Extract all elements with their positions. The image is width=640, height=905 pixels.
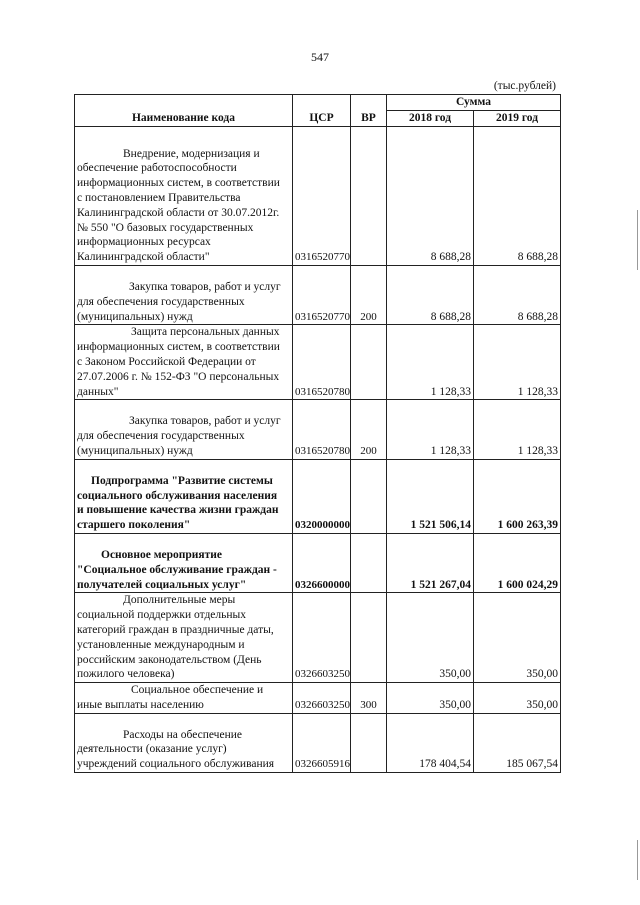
row-line: Подпрограмма "Развитие системы xyxy=(91,474,273,487)
row-2018: 350,00 xyxy=(387,593,474,683)
row-vr: 200 xyxy=(351,265,387,324)
row-csr: 0326600000 xyxy=(293,533,351,592)
row-line: с Законом Российской Федерации от xyxy=(77,355,256,368)
row-2019: 1 128,33 xyxy=(474,400,561,459)
row-name xyxy=(75,325,293,400)
row-2019: 1 600 024,29 xyxy=(474,533,561,592)
table-row xyxy=(75,325,561,400)
row-line: информационных систем, в соответствии xyxy=(77,341,280,354)
row-line: для обеспечения государственных xyxy=(77,295,245,308)
budget-table xyxy=(74,94,561,773)
row-line: № 550 "О базовых государственных xyxy=(77,221,254,234)
scan-edge-mark xyxy=(637,210,638,270)
row-2018: 1 128,33 xyxy=(387,325,474,400)
row-name xyxy=(75,400,293,459)
row-2019: 1 128,33 xyxy=(474,325,561,400)
header-vr: ВР xyxy=(351,95,387,127)
header-year-2019: 2019 год xyxy=(474,110,561,126)
table-row xyxy=(75,265,561,324)
row-vr xyxy=(351,459,387,533)
row-vr: 300 xyxy=(351,683,387,714)
header-csr: ЦСР xyxy=(293,95,351,127)
row-vr xyxy=(351,533,387,592)
table-row xyxy=(75,459,561,533)
row-2019: 8 688,28 xyxy=(474,126,561,265)
row-name xyxy=(75,126,293,265)
row-line: Калининградской области от 30.07.2012г. xyxy=(77,206,280,219)
units-label: (тыс.рублей) xyxy=(493,80,556,92)
row-line: установленные международным и xyxy=(77,638,245,651)
header-sum: Сумма xyxy=(387,95,561,111)
row-csr: 0316520780 xyxy=(293,325,351,400)
page-number: 547 xyxy=(311,50,329,64)
row-2019: 8 688,28 xyxy=(474,265,561,324)
row-line: Калининградской области" xyxy=(77,251,210,264)
row-csr: 0326603250 xyxy=(293,683,351,714)
row-line: социального обслуживания населения xyxy=(77,489,278,502)
table-row xyxy=(75,593,561,683)
row-line: Закупка товаров, работ и услуг xyxy=(129,415,281,428)
row-csr: 0316520770 xyxy=(293,265,351,324)
row-2018: 1 521 506,14 xyxy=(387,459,474,533)
row-line: Дополнительные меры xyxy=(123,594,236,607)
row-2018: 1 128,33 xyxy=(387,400,474,459)
row-2019: 350,00 xyxy=(474,593,561,683)
row-csr: 0316520770 xyxy=(293,126,351,265)
row-name xyxy=(75,459,293,533)
row-line: Социальное обеспечение и xyxy=(131,684,264,697)
row-line: информационных ресурсах xyxy=(77,236,211,249)
row-line: информационных систем, в соответствии xyxy=(77,177,280,190)
row-name xyxy=(75,533,293,592)
row-csr: 0320000000 xyxy=(293,459,351,533)
row-line: (муниципальных) нужд xyxy=(77,444,193,457)
scan-edge-mark xyxy=(637,840,638,880)
row-2019: 1 600 263,39 xyxy=(474,459,561,533)
header-row-1 xyxy=(75,95,561,111)
row-line: данных" xyxy=(77,385,119,398)
row-vr xyxy=(351,325,387,400)
row-line: пожилого человека) xyxy=(77,668,175,681)
row-vr xyxy=(351,713,387,772)
row-2018: 178 404,54 xyxy=(387,713,474,772)
row-line: Основное мероприятие xyxy=(101,548,223,561)
row-csr: 0326605916 xyxy=(293,713,351,772)
row-2018: 8 688,28 xyxy=(387,126,474,265)
row-2019: 350,00 xyxy=(474,683,561,714)
row-line: Внедрение, модернизация и xyxy=(123,147,260,160)
row-line: с постановлением Правительства xyxy=(77,191,241,204)
row-2018: 8 688,28 xyxy=(387,265,474,324)
row-2018: 1 521 267,04 xyxy=(387,533,474,592)
row-line: старшего поколения" xyxy=(77,519,191,532)
row-line: учреждений социального обслуживания xyxy=(77,758,275,771)
row-line: (муниципальных) нужд xyxy=(77,310,193,323)
header-name: Наименование кода xyxy=(75,95,293,127)
row-name xyxy=(75,713,293,772)
row-line: для обеспечения государственных xyxy=(77,430,245,443)
row-line: и повышение качества жизни граждан xyxy=(77,504,279,517)
row-line: Расходы на обеспечение xyxy=(123,728,242,741)
table-row xyxy=(75,533,561,592)
row-vr: 200 xyxy=(351,400,387,459)
row-vr xyxy=(351,593,387,683)
row-csr: 0326603250 xyxy=(293,593,351,683)
row-name xyxy=(75,593,293,683)
row-line: деятельности (оказание услуг) xyxy=(77,743,227,756)
row-2019: 185 067,54 xyxy=(474,713,561,772)
table-row xyxy=(75,713,561,772)
row-line: категорий граждан в праздничные даты, xyxy=(77,623,274,636)
row-2018: 350,00 xyxy=(387,683,474,714)
table-row xyxy=(75,683,561,714)
row-vr xyxy=(351,126,387,265)
row-name xyxy=(75,683,293,714)
row-csr: 0316520780 xyxy=(293,400,351,459)
row-line: Закупка товаров, работ и услуг xyxy=(129,280,281,293)
row-line: иные выплаты населению xyxy=(77,698,204,711)
row-name xyxy=(75,265,293,324)
table-row xyxy=(75,400,561,459)
table-row xyxy=(75,126,561,265)
row-line: получателей социальных услуг" xyxy=(77,578,247,591)
row-line: социальной поддержки отдельных xyxy=(77,609,247,622)
header-year-2018: 2018 год xyxy=(387,110,474,126)
row-line: "Социальное обслуживание граждан - xyxy=(77,563,277,576)
row-line: обеспечение работоспособности xyxy=(77,162,237,175)
row-line: российским законодательством (День xyxy=(77,653,262,666)
row-line: Защита персональных данных xyxy=(131,326,280,339)
row-line: 27.07.2006 г. № 152-ФЗ "О персональных xyxy=(77,370,280,383)
